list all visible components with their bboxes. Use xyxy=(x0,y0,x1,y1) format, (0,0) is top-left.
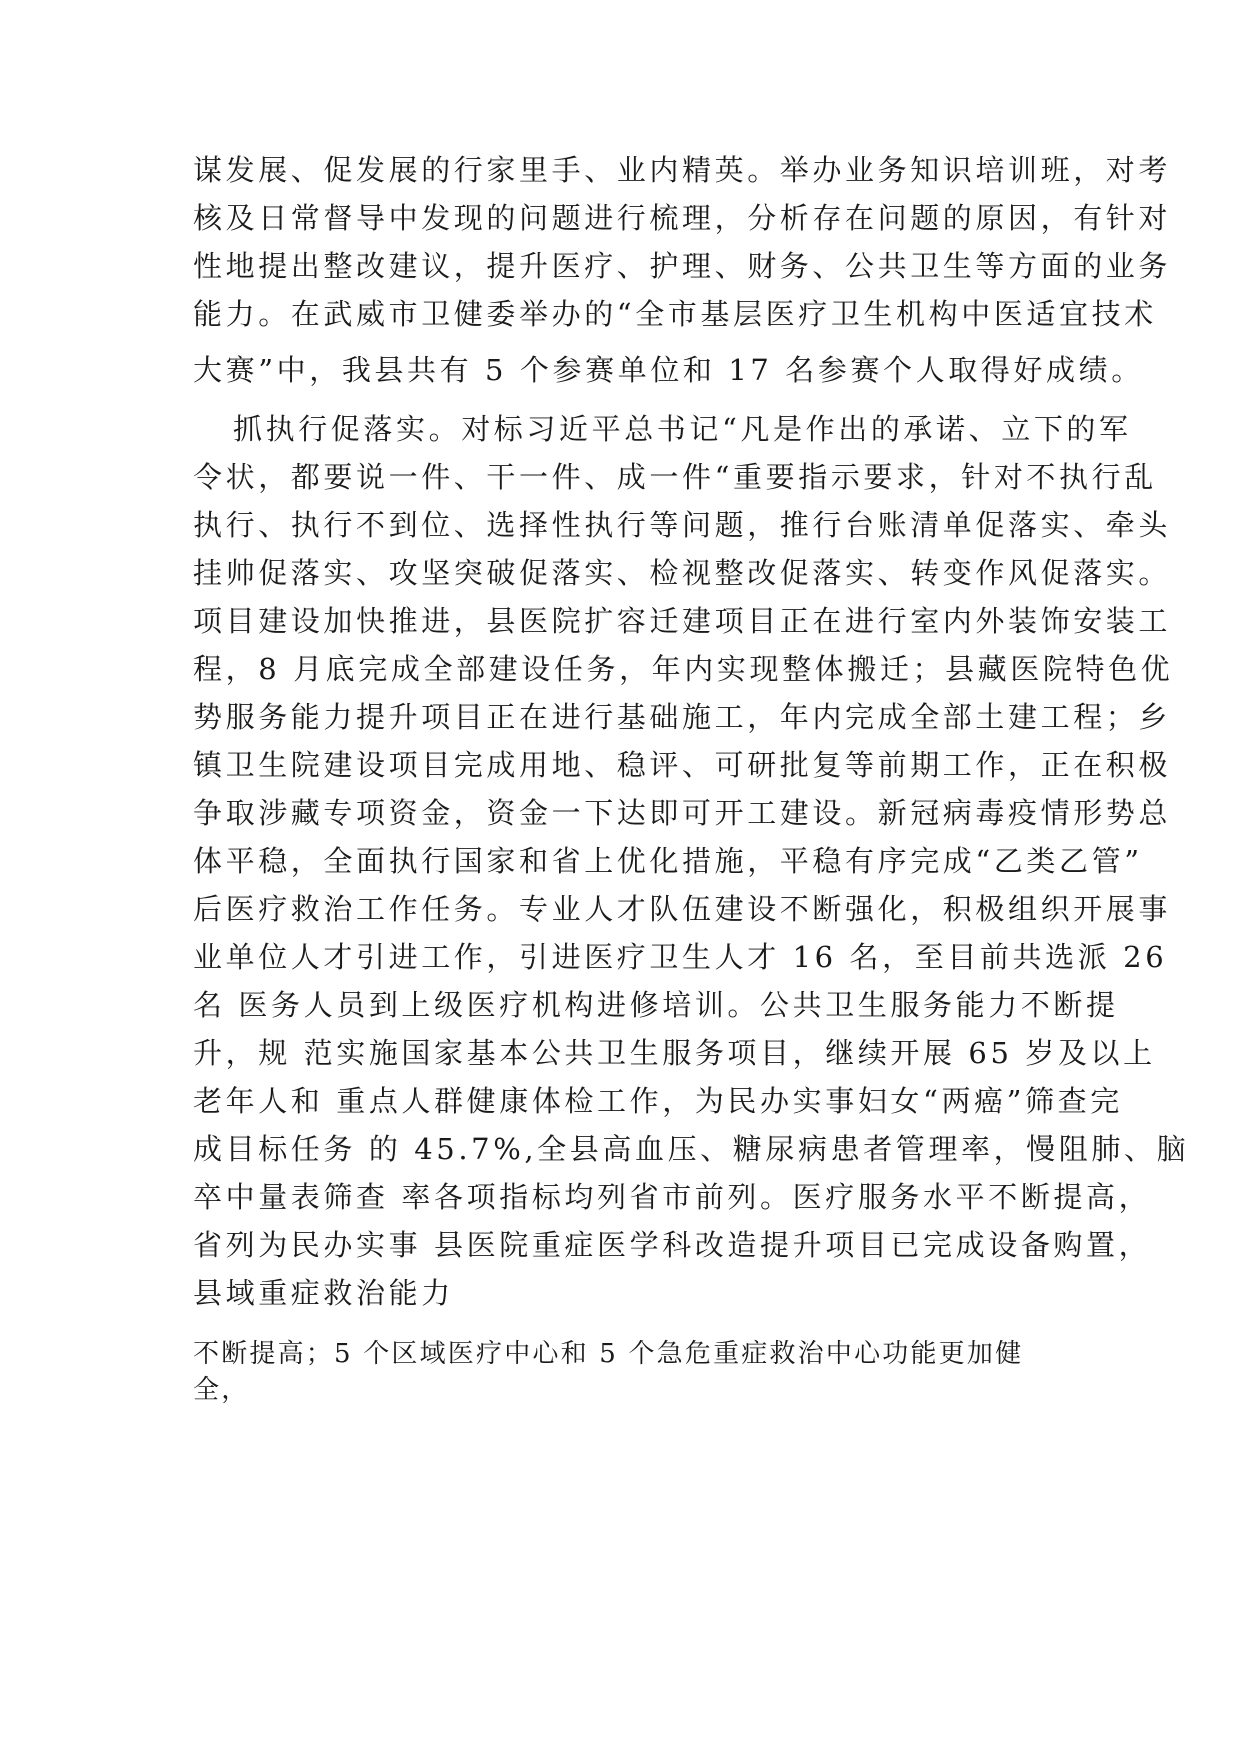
paragraph-line: 体平稳，全面执行国家和省上优化措施，平稳有序完成“乙类乙管” xyxy=(193,844,1143,878)
paragraph-line: 业单位人才引进工作，引进医疗卫生人才 16 名，至目前共选派 26 xyxy=(193,940,1168,974)
paragraph-first-line: 抓执行促落实。对标习近平总书记“凡是作出的承诺、立下的军 xyxy=(233,412,1132,446)
paragraph-line: 执行、执行不到位、选择性执行等问题，推行台账清单促落实、牵头 xyxy=(193,508,1172,542)
paragraph-line: 核及日常督导中发现的问题进行梳理，分析存在问题的原因，有针对 xyxy=(193,201,1172,235)
paragraph-line: 后医疗救治工作任务。专业人才队伍建设不断强化，积极组织开展事 xyxy=(193,892,1172,926)
paragraph-line: 成目标任务 的 45.7%,全县高血压、糖尿病患者管理率，慢阻肺、脑 xyxy=(193,1132,1190,1166)
paragraph-line: 挂帅促落实、攻坚突破促落实、检视整改促落实、转变作风促落实。 xyxy=(193,556,1172,590)
paragraph-line: 令状，都要说一件、干一件、成一件“重要指示要求，针对不执行乱 xyxy=(193,460,1157,494)
paragraph-line: 不断提高；5 个区域医疗中心和 5 个急危重症救治中心功能更加健 xyxy=(193,1339,1024,1369)
paragraph-line: 县域重症救治能力 xyxy=(193,1276,454,1310)
paragraph-line: 名 医务人员到上级医疗机构进修培训。公共卫生服务能力不断提 xyxy=(193,988,1119,1022)
paragraph-line: 性地提出整改建议，提升医疗、护理、财务、公共卫生等方面的业务 xyxy=(193,249,1172,283)
paragraph-line: 程，8 月底完成全部建设任务，年内实现整体搬迁；县藏医院特色优 xyxy=(193,652,1174,686)
paragraph-line: 老年人和 重点人群健康体检工作，为民办实事妇女“两癌”筛查完 xyxy=(193,1084,1123,1118)
paragraph-line: 争取涉藏专项资金，资金一下达即可开工建设。新冠病毒疫情形势总 xyxy=(193,796,1172,830)
paragraph-line: 卒中量表筛查 率各项指标均列省市前列。医疗服务水平不断提高， xyxy=(193,1180,1152,1214)
paragraph-line: 项目建设加快推进，县医院扩容迁建项目正在进行室内外装饰安装工 xyxy=(193,604,1172,638)
paragraph-line: 全， xyxy=(193,1375,250,1405)
paragraph-line: 升，规 范实施国家基本公共卫生服务项目，继续开展 65 岁及以上 xyxy=(193,1036,1156,1070)
paragraph-line: 镇卫生院建设项目完成用地、稳评、可研批复等前期工作，正在积极 xyxy=(193,748,1172,782)
paragraph-line: 能力。在武威市卫健委举办的“全市基层医疗卫生机构中医适宜技术 xyxy=(193,297,1157,331)
paragraph-line: 势服务能力提升项目正在进行基础施工，年内完成全部土建工程；乡 xyxy=(193,700,1172,734)
paragraph-line: 谋发展、促发展的行家里手、业内精英。举办业务知识培训班，对考 xyxy=(193,153,1172,187)
paragraph-line: 大赛”中，我县共有 5 个参赛单位和 17 名参赛个人取得好成绩。 xyxy=(193,353,1144,387)
paragraph-line: 省列为民办实事 县医院重症医学科改造提升项目已完成设备购置， xyxy=(193,1228,1152,1262)
